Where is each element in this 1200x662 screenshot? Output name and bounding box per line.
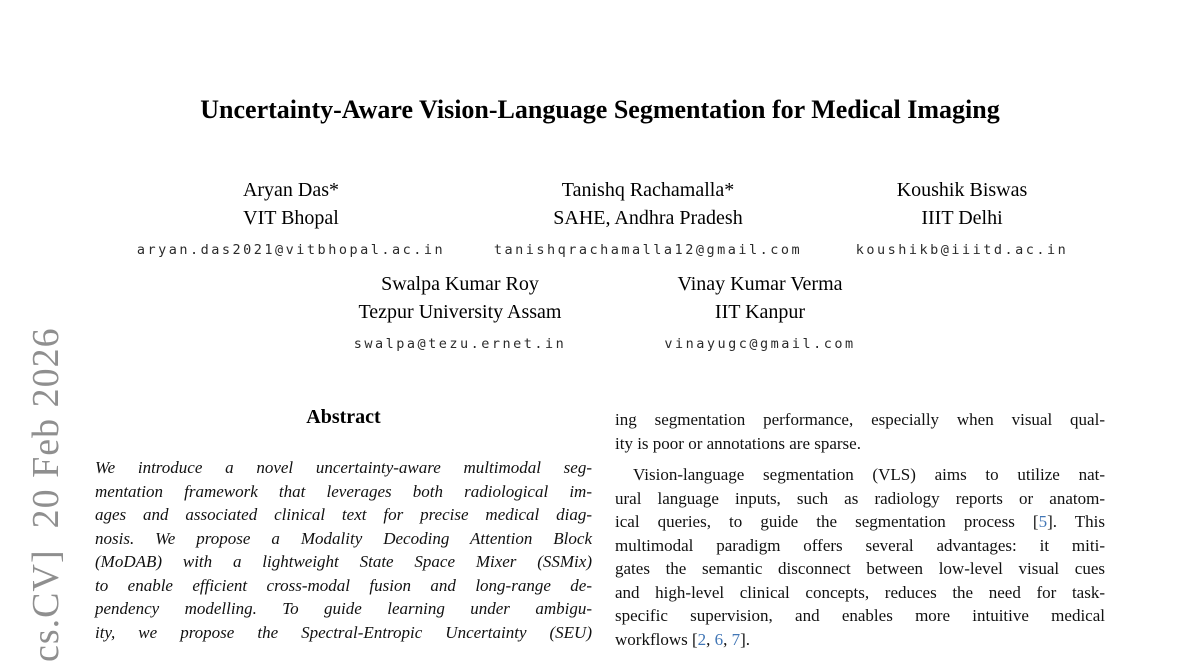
body-line: multimodal paradigm offers several advantages: it miti- [615, 535, 1105, 555]
author-block [752, 176, 1172, 258]
author-affiliation: IIT Kanpur [714, 301, 806, 323]
author-name: Tanishq Rachamalla* [561, 179, 735, 201]
abstract-line: nosis. We propose a Modality Decoding Attention Block [95, 528, 592, 548]
arxiv-watermark: cs.CV] 20 Feb 2026 [25, 327, 67, 662]
body-line: ural language inputs, such as radiology reports or anatom- [615, 488, 1105, 508]
citation-link[interactable]: 2 [697, 629, 707, 649]
body-line: ity is poor or annotations are sparse. [615, 433, 861, 453]
author-affiliation: IIIT Delhi [921, 207, 1003, 229]
intro-paragraph [615, 463, 1105, 651]
body-line: ing segmentation performance, especially when visual qual- [615, 410, 1105, 429]
author-email: tanishqrachamalla12@gmail.com [493, 242, 803, 258]
abstract-line: to enable efficient cross-modal fusion and long-range de- [95, 575, 592, 595]
citation-link[interactable]: 7 [731, 629, 741, 649]
author-affiliation: VIT Bhopal [243, 207, 339, 229]
abstract-line: We introduce a novel uncertainty-aware multimodal seg- [95, 458, 592, 477]
author-block [550, 270, 970, 352]
author-affiliation: Tezpur University Assam [358, 301, 562, 323]
author-email: swalpa@tezu.ernet.in [353, 336, 567, 352]
author-email: aryan.das2021@vitbhopal.ac.in [136, 242, 446, 258]
author-affiliation: SAHE, Andhra Pradesh [553, 207, 743, 229]
body-line: workflows [2, 6, 7]. [615, 629, 751, 649]
left-column [95, 406, 592, 644]
author-email: vinayugc@gmail.com [664, 336, 856, 352]
citation-link[interactable]: 5 [1038, 512, 1048, 531]
abstract-line: ity, we propose the Spectral-Entropic Uncertainty (SEU) [95, 622, 592, 642]
abstract-line: ages and associated clinical text for precise medical diag- [95, 505, 592, 524]
abstract-line: mentation framework that leverages both radiological im- [95, 481, 592, 501]
paper-title: Uncertainty-Aware Vision-Language Segmentation for Medical Imaging [200, 95, 1000, 124]
body-line: gates the semantic disconnect between low-level visual cues [615, 559, 1105, 578]
author-name: Koushik Biswas [896, 179, 1028, 201]
body-line: and high-level clinical concepts, reduces the need for task- [615, 582, 1105, 602]
abstract-heading: Abstract [306, 406, 381, 428]
abstract-line: (MoDAB) with a lightweight State Space Mixer (SSMix) [95, 552, 592, 571]
body-line: specific supervision, and enables more intuitive medical [615, 606, 1105, 625]
author-email: koushikb@iiitd.ac.in [855, 242, 1069, 258]
abstract-line: pendency modelling. To guide learning under ambigu- [95, 599, 592, 618]
right-column [615, 408, 1105, 651]
body-line: ical queries, to guide the segmentation process [5]. This [615, 512, 1105, 531]
author-name: Aryan Das* [242, 179, 340, 201]
body-line: Vision-language segmentation (VLS) aims to utilize nat- [633, 465, 1105, 484]
author-name: Swalpa Kumar Roy [381, 273, 539, 295]
author-name: Vinay Kumar Verma [677, 273, 843, 295]
citation-link[interactable]: 6 [714, 629, 724, 649]
